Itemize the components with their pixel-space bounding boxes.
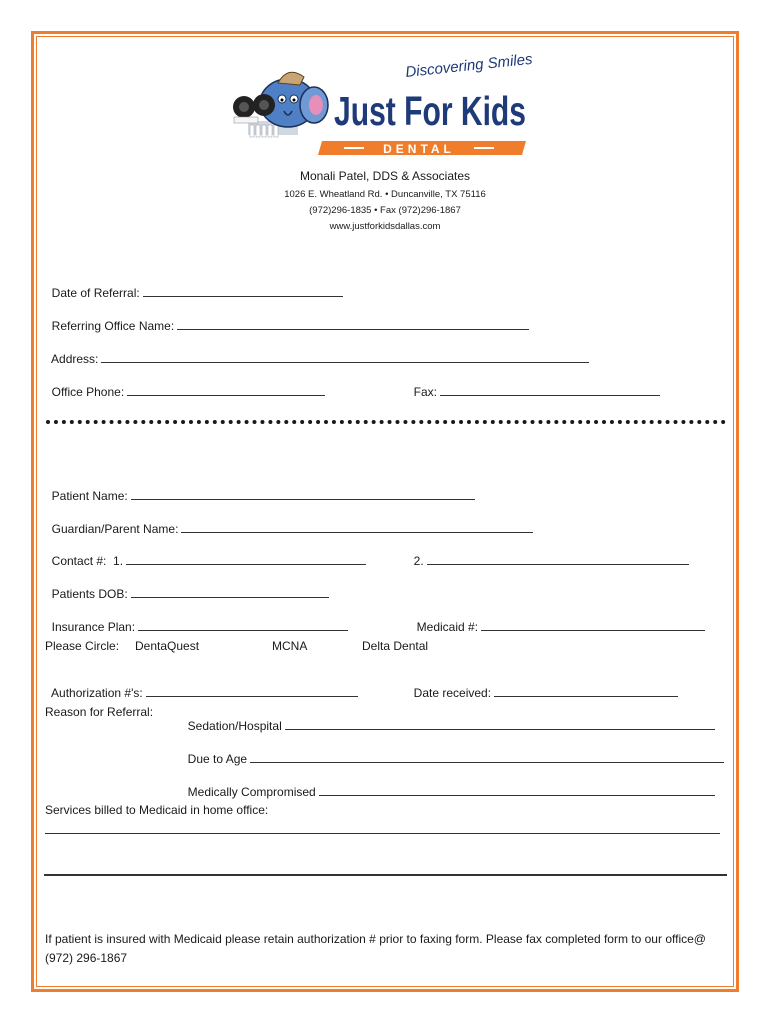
- date-of-referral-field[interactable]: [143, 286, 343, 297]
- medicaid-number-field[interactable]: [481, 620, 705, 631]
- contact-2-row: [407, 540, 689, 568]
- logo-tagline: Discovering Smiles: [404, 50, 534, 81]
- just-for-kids-logo: [226, 50, 534, 163]
- insurance-plan-label: Insurance Plan:: [51, 620, 136, 634]
- please-circle-label: Please Circle:: [45, 639, 120, 653]
- referring-office-row: [45, 305, 529, 333]
- section-divider-solid: [44, 874, 727, 876]
- patient-dob-row: [45, 573, 329, 601]
- reason-sedation-label: Sedation/Hospital: [187, 719, 282, 733]
- contact-2-field[interactable]: [427, 554, 689, 565]
- address-label: Address:: [51, 352, 99, 366]
- referring-office-field[interactable]: [177, 319, 529, 330]
- reason-age-field[interactable]: [250, 752, 724, 763]
- practice-phone-fax: (972)296-1835 • Fax (972)296-1867: [309, 205, 461, 216]
- reason-for-referral-label: Reason for Referral:: [45, 705, 154, 719]
- patient-dob-field[interactable]: [131, 587, 329, 598]
- authorization-field[interactable]: [146, 686, 358, 697]
- guardian-name-field[interactable]: [181, 522, 533, 533]
- logo-subbrand: DENTAL: [383, 142, 455, 156]
- reason-age-label: Due to Age: [187, 752, 248, 766]
- practice-website: www.justforkidsdallas.com: [329, 221, 441, 232]
- guardian-name-row: [45, 508, 533, 536]
- logo-brand: Just For Kids: [334, 88, 526, 134]
- reason-sedation-row: [181, 705, 715, 733]
- authorization-row: [45, 672, 358, 700]
- office-phone-label: Office Phone:: [51, 385, 125, 399]
- patient-name-row: [45, 475, 475, 503]
- option-dentaquest[interactable]: DentaQuest: [135, 639, 200, 653]
- services-billed-field[interactable]: [45, 833, 720, 834]
- section-divider-dotted: [46, 420, 726, 424]
- practice-name: Monali Patel, DDS & Associates: [299, 169, 471, 183]
- insurance-plan-row: [45, 606, 348, 634]
- option-delta-dental[interactable]: Delta Dental: [362, 639, 429, 653]
- fax-label: Fax:: [413, 385, 438, 399]
- referring-office-label: Referring Office Name:: [51, 319, 175, 333]
- guardian-name-label: Guardian/Parent Name:: [51, 522, 179, 536]
- services-billed-label: Services billed to Medicaid in home office:: [45, 803, 269, 817]
- date-received-field[interactable]: [494, 686, 678, 697]
- office-phone-row: [45, 371, 325, 399]
- date-received-label: Date received:: [413, 686, 492, 700]
- office-phone-field[interactable]: [127, 385, 325, 396]
- patient-name-label: Patient Name:: [51, 489, 128, 503]
- date-received-row: [407, 672, 678, 700]
- address-field[interactable]: [101, 352, 589, 363]
- medicaid-number-label: Medicaid #:: [416, 620, 479, 634]
- patient-name-field[interactable]: [131, 489, 475, 500]
- date-of-referral-label: Date of Referral:: [51, 286, 140, 300]
- reason-medical-field[interactable]: [319, 785, 715, 796]
- practice-address: 1026 E. Wheatland Rd. • Duncanville, TX 75116: [284, 189, 486, 200]
- contact-1-row: [45, 540, 366, 568]
- date-of-referral-row: [45, 272, 343, 300]
- reason-medical-label: Medically Compromised: [187, 785, 316, 799]
- elephant-mascot-icon: [233, 72, 328, 137]
- reason-medical-row: [181, 771, 715, 799]
- contact-2-label: 2.: [413, 554, 424, 568]
- fax-field[interactable]: [440, 385, 660, 396]
- footer-note: If patient is insured with Medicaid please retain authorization # prior to faxing form. Please fax completed form to our office@ (972) 296-1867: [45, 932, 706, 965]
- reason-age-row: [181, 738, 724, 766]
- reason-sedation-field[interactable]: [285, 719, 715, 730]
- fax-row: [407, 371, 660, 399]
- medicaid-number-row: [410, 606, 705, 634]
- authorization-label: Authorization #'s:: [51, 686, 143, 700]
- contact-1-label: Contact #: 1.: [51, 554, 124, 568]
- address-row: [45, 338, 589, 366]
- insurance-plan-field[interactable]: [138, 620, 348, 631]
- option-mcna[interactable]: MCNA: [272, 639, 308, 653]
- contact-1-field[interactable]: [126, 554, 366, 565]
- patient-dob-label: Patients DOB:: [51, 587, 128, 601]
